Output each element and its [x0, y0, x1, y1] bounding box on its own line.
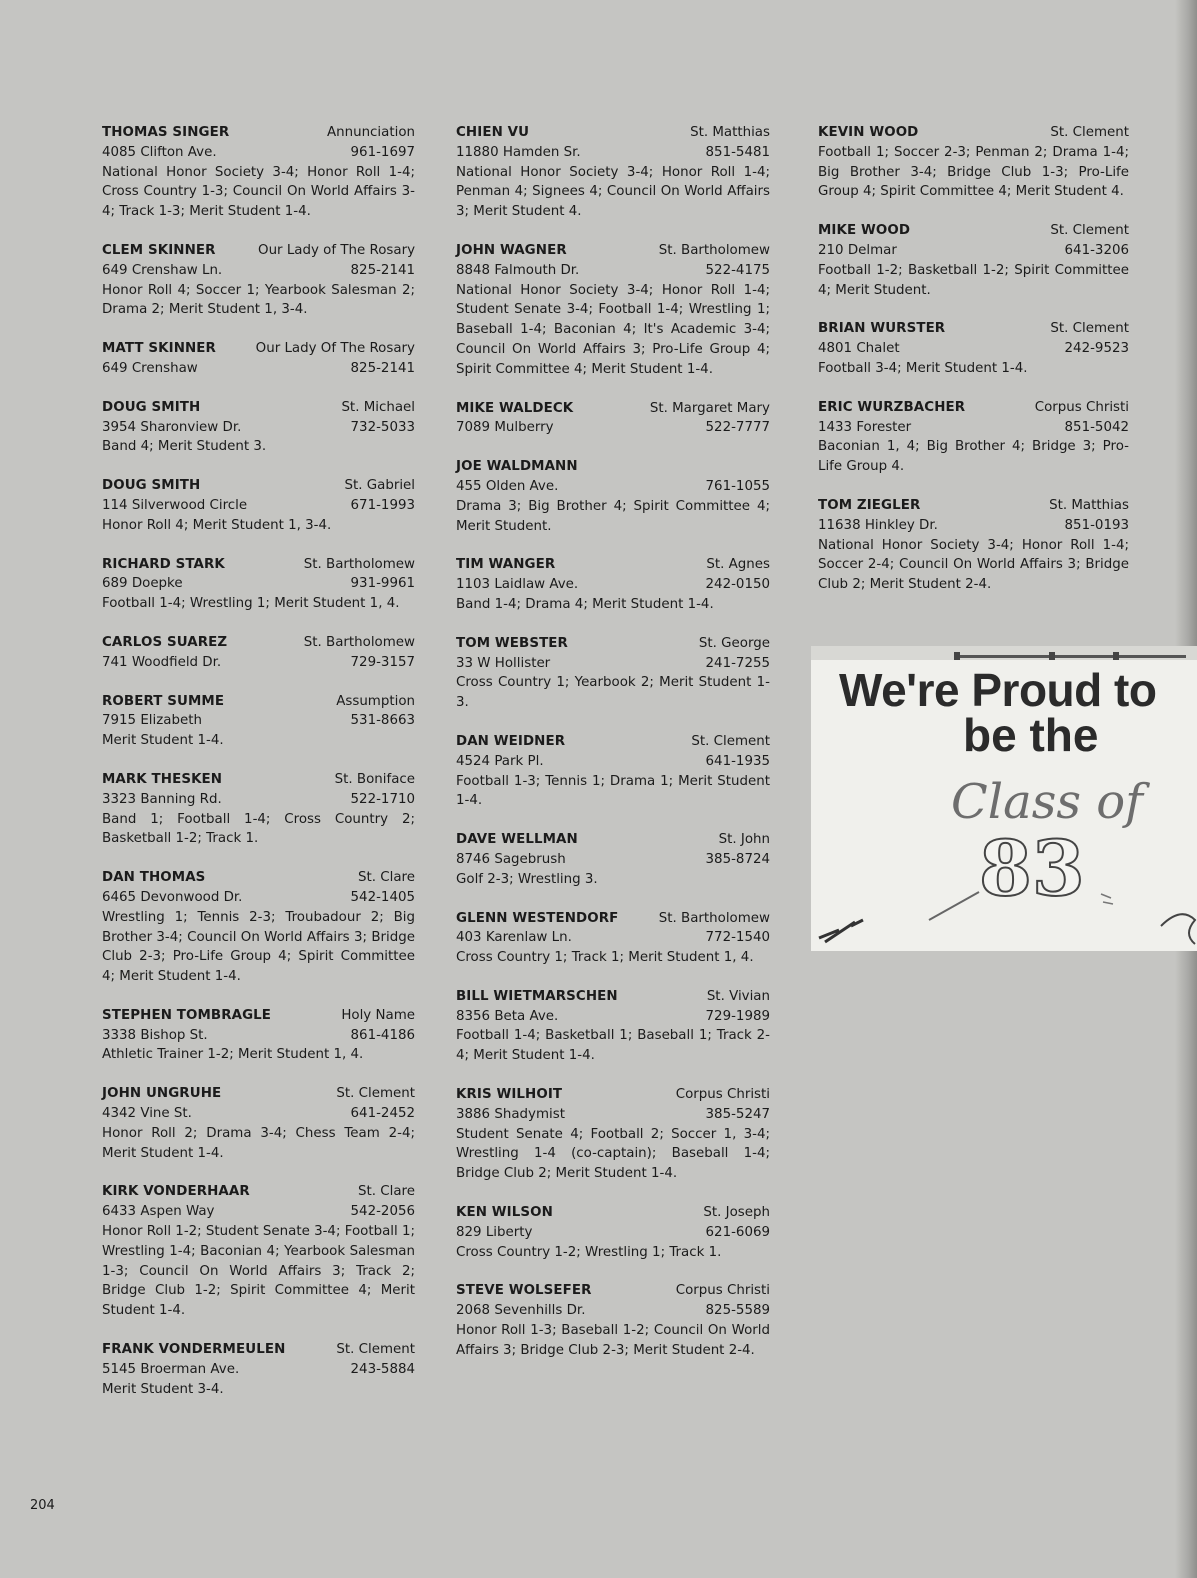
student-entry: [818, 398, 1129, 477]
student-address: 4801 Chalet: [818, 341, 900, 357]
student-name: KEVIN WOOD: [818, 125, 919, 140]
student-header-row: [456, 732, 770, 752]
student-activities: Wrestling 1; Tennis 2-3; Troubadour 2; Big Brother 3-4; Council On World Affairs 3; Bridge Club 2-3; Pro-Life Group 4; Spirit Committee 4; Merit Student 1-4.: [102, 909, 415, 985]
student-address: 403 Karenlaw Ln.: [456, 930, 572, 946]
student-name: DAN THOMAS: [102, 870, 206, 886]
student-name: KEN WILSON: [456, 1205, 553, 1221]
student-address: 8356 Beta Ave.: [456, 1008, 559, 1024]
student-entry: [102, 1340, 415, 1399]
student-entry: [102, 1182, 415, 1321]
student-entry: [818, 496, 1129, 595]
student-activities: Band 1-4; Drama 4; Merit Student 1-4.: [456, 596, 714, 612]
student-header-row: [102, 1182, 415, 1202]
student-activities: Band 4; Merit Student 3.: [102, 439, 267, 455]
student-name: DOUG SMITH: [102, 478, 201, 494]
student-parish: Our Lady Of The Rosary: [255, 341, 415, 357]
student-contact-row: [102, 1202, 415, 1222]
page-number: 204: [30, 1498, 55, 1513]
student-contact-row: [456, 1105, 770, 1125]
student-contact-row: [102, 1104, 415, 1124]
student-activities: National Honor Society 3-4; Honor Roll 1-4; Student Senate 3-4; Football 1-4; Wrestling 1; Baseball 1-4; Baconian 4; It's Academic 3-4; Council On World Affairs 3; Pro-Life Group 4; Spirit Committee 4; Merit Student 1-4.: [456, 282, 770, 377]
student-activities: Football 1-2; Basketball 1-2; Spirit Committee 4; Merit Student.: [818, 262, 1129, 298]
student-header-row: [818, 398, 1129, 418]
banner-string: [956, 655, 1186, 658]
banner-tack: [1049, 652, 1055, 660]
student-activities: National Honor Society 3-4; Honor Roll 1-4; Penman 4; Signees 4; Council On World Affairs 3; Merit Student 4.: [456, 164, 770, 220]
banner-text-line1: We're Proud to: [839, 664, 1157, 716]
student-activities: Merit Student 1-4.: [102, 733, 224, 749]
student-parish: St. Bartholomew: [303, 634, 415, 650]
student-entry: [818, 123, 1129, 202]
student-phone: 242-9523: [1064, 341, 1129, 357]
student-activities: Baconian 1, 4; Big Brother 4; Bridge 3; Pro-Life Group 4.: [818, 439, 1129, 475]
student-name: JOHN WAGNER: [456, 242, 567, 258]
student-address: 11638 Hinkley Dr.: [818, 517, 938, 533]
student-header-row: [456, 987, 770, 1007]
student-contact-row: [456, 752, 770, 772]
student-parish: Our Lady of The Rosary: [258, 242, 415, 258]
student-entry: [456, 830, 770, 889]
student-activities: Cross Country 1; Yearbook 2; Merit Student 1-3.: [456, 675, 770, 711]
senior-column-1: [102, 123, 415, 1418]
student-phone: 641-2452: [350, 1106, 415, 1122]
student-activities: Drama 3; Big Brother 4; Spirit Committee 4; Merit Student.: [456, 498, 770, 534]
student-entry: [102, 868, 415, 987]
student-header-row: [456, 909, 770, 929]
student-header-row: [102, 241, 415, 261]
student-contact-row: [818, 241, 1129, 261]
student-name: CHIEN VU: [456, 125, 530, 140]
student-address: 6465 Devonwood Dr.: [102, 889, 243, 905]
class-banner-photo: [811, 646, 1197, 951]
student-address: 1103 Laidlaw Ave.: [456, 577, 579, 593]
student-name: MIKE WOOD: [818, 223, 911, 239]
student-entry: [818, 221, 1129, 300]
student-entry: [456, 555, 770, 614]
student-phone: 861-4186: [350, 1027, 415, 1043]
student-parish: St. Clement: [336, 1086, 415, 1102]
student-address: 8848 Falmouth Dr.: [456, 262, 580, 278]
banner-tack: [1113, 652, 1119, 660]
student-address: 8746 Sagebrush: [456, 851, 566, 867]
student-header-row: [456, 399, 770, 419]
student-header-row: [102, 555, 415, 575]
banner-text-line2: be the: [963, 709, 1099, 761]
student-address: 7915 Elizabeth: [102, 713, 202, 729]
student-parish: St. Boniface: [334, 771, 415, 787]
student-name: STEVE WOLSEFER: [456, 1283, 592, 1299]
student-entry: [456, 457, 770, 536]
student-activities: National Honor Society 3-4; Honor Roll 1-4; Soccer 2-4; Council On World Affairs 3; Bridge Club 2; Merit Student 2-4.: [818, 537, 1129, 593]
student-address: 689 Doepke: [102, 576, 183, 592]
banner-text-line3: Class of: [951, 774, 1143, 830]
student-entry: [456, 634, 770, 713]
student-name: THOMAS SINGER: [102, 125, 230, 140]
student-contact-row: [102, 418, 415, 438]
student-header-row: [102, 1084, 415, 1104]
student-activities: Cross Country 1; Track 1; Merit Student 1, 4.: [456, 950, 754, 966]
student-entry: [818, 319, 1129, 378]
student-activities: Honor Roll 2; Drama 3-4; Chess Team 2-4; Merit Student 1-4.: [102, 1125, 415, 1161]
student-contact-row: [102, 653, 415, 673]
student-name: CLEM SKINNER: [102, 242, 216, 258]
student-phone: 621-6069: [705, 1224, 770, 1240]
student-contact-row: [456, 575, 770, 595]
student-name: KRIS WILHOIT: [456, 1087, 563, 1103]
senior-column-3: [818, 123, 1129, 614]
student-contact-row: [456, 1301, 770, 1321]
student-phone: 851-0193: [1064, 517, 1129, 533]
student-entry: [102, 123, 415, 222]
student-name: TOM WEBSTER: [456, 635, 568, 651]
student-activities: Merit Student 3-4.: [102, 1381, 224, 1397]
student-phone: 522-1710: [350, 791, 415, 807]
student-address: 829 Liberty: [456, 1224, 533, 1240]
student-name: TIM WANGER: [456, 557, 556, 573]
student-phone: 851-5481: [705, 144, 770, 160]
student-address: 4524 Park Pl.: [456, 753, 544, 769]
student-header-row: [818, 319, 1129, 339]
student-phone: 825-5589: [705, 1303, 770, 1319]
student-header-row: [102, 398, 415, 418]
student-address: 455 Olden Ave.: [456, 478, 559, 494]
student-parish: St. Michael: [341, 399, 415, 415]
student-parish: St. Agnes: [706, 557, 770, 573]
student-header-row: [102, 868, 415, 888]
student-header-row: [102, 123, 415, 143]
student-parish: St. Clement: [1050, 321, 1129, 337]
student-activities: Football 1-4; Wrestling 1; Merit Student 1, 4.: [102, 596, 400, 612]
student-header-row: [456, 1085, 770, 1105]
student-phone: 732-5033: [350, 419, 415, 435]
student-entry: [102, 770, 415, 849]
student-entry: [102, 476, 415, 535]
student-parish: Holy Name: [341, 1007, 415, 1023]
student-entry: [456, 1281, 770, 1360]
student-entry: [456, 909, 770, 968]
banner-scribble-marks: [811, 886, 1197, 951]
student-header-row: [456, 634, 770, 654]
student-phone: 772-1540: [705, 930, 770, 946]
student-phone: 729-1989: [705, 1008, 770, 1024]
student-header-row: [818, 123, 1129, 143]
student-phone: 641-1935: [705, 753, 770, 769]
student-phone: 542-1405: [350, 889, 415, 905]
student-activities: Honor Roll 4; Soccer 1; Yearbook Salesman 2; Drama 2; Merit Student 1, 3-4.: [102, 282, 415, 318]
student-contact-row: [456, 1223, 770, 1243]
student-activities: Football 1; Soccer 2-3; Penman 2; Drama 1-4; Big Brother 3-4; Bridge Club 1-3; Pro-Life Group 4; Spirit Committee 4; Merit Student 4.: [818, 144, 1129, 200]
student-parish: Annunciation: [326, 125, 415, 140]
student-header-row: [102, 1006, 415, 1026]
student-contact-row: [456, 850, 770, 870]
student-parish: St. Clement: [336, 1342, 415, 1358]
student-contact-row: [456, 418, 770, 438]
student-contact-row: [818, 516, 1129, 536]
student-address: 3323 Banning Rd.: [102, 791, 222, 807]
student-activities: Band 1; Football 1-4; Cross Country 2; Basketball 1-2; Track 1.: [102, 811, 415, 847]
student-entry: [456, 732, 770, 811]
student-name: MATT SKINNER: [102, 341, 216, 357]
student-name: MARK THESKEN: [102, 771, 223, 787]
student-address: 2068 Sevenhills Dr.: [456, 1303, 586, 1319]
student-header-row: [456, 830, 770, 850]
student-address: 33 W Hollister: [456, 655, 551, 671]
student-header-row: [456, 555, 770, 575]
student-parish: Assumption: [336, 693, 415, 709]
student-name: RICHARD STARK: [102, 556, 225, 572]
student-header-row: [456, 241, 770, 261]
student-name: GLENN WESTENDORF: [456, 910, 619, 926]
student-activities: Golf 2-3; Wrestling 3.: [456, 871, 598, 887]
student-name: CARLOS SUAREZ: [102, 634, 228, 650]
student-parish: St. Matthias: [1049, 497, 1129, 513]
student-parish: Corpus Christi: [675, 1087, 770, 1103]
student-address: 114 Silverwood Circle: [102, 497, 248, 513]
student-parish: St. Joseph: [703, 1205, 770, 1221]
student-header-row: [456, 1203, 770, 1223]
student-parish: St. Clare: [358, 1184, 415, 1200]
senior-column-2: [456, 123, 770, 1380]
student-phone: 961-1697: [350, 144, 415, 160]
student-name: DOUG SMITH: [102, 399, 201, 415]
student-phone: 385-8724: [705, 851, 770, 867]
student-entry: [102, 633, 415, 673]
student-name: FRANK VONDERMEULEN: [102, 1342, 286, 1358]
student-entry: [456, 1203, 770, 1262]
student-address: 7089 Mulberry: [456, 420, 554, 436]
student-name: JOE WALDMANN: [456, 459, 578, 475]
student-activities: Honor Roll 1-3; Baseball 1-2; Council On World Affairs 3; Bridge Club 2-3; Merit Student 2-4.: [456, 1323, 770, 1358]
student-entry: [456, 241, 770, 380]
student-activities: Football 1-3; Tennis 1; Drama 1; Merit Student 1-4.: [456, 773, 770, 809]
student-header-row: [102, 1340, 415, 1360]
student-entry: [456, 123, 770, 222]
student-parish: St. Clement: [1050, 223, 1129, 239]
student-name: MIKE WALDECK: [456, 400, 574, 416]
banner-tack: [954, 652, 960, 660]
student-header-row: [456, 123, 770, 143]
student-contact-row: [818, 339, 1129, 359]
student-contact-row: [102, 1026, 415, 1046]
student-address: 4085 Clifton Ave.: [102, 144, 217, 160]
student-phone: 641-3206: [1064, 242, 1129, 258]
student-phone: 241-7255: [705, 655, 770, 671]
student-parish: Corpus Christi: [675, 1283, 770, 1299]
student-address: 11880 Hamden Sr.: [456, 144, 581, 160]
student-contact-row: [456, 143, 770, 163]
student-phone: 825-2141: [350, 360, 415, 376]
student-header-row: [456, 457, 770, 477]
student-phone: 385-5247: [705, 1106, 770, 1122]
student-address: 4342 Vine St.: [102, 1106, 192, 1122]
student-phone: 531-8663: [350, 713, 415, 729]
student-parish: St. Vivian: [706, 988, 770, 1004]
student-name: KIRK VONDERHAAR: [102, 1184, 250, 1200]
student-parish: St. Clement: [1050, 125, 1129, 140]
student-parish: St. John: [718, 832, 770, 848]
student-contact-row: [102, 888, 415, 908]
student-entry: [102, 398, 415, 457]
student-contact-row: [456, 261, 770, 281]
student-name: DAVE WELLMAN: [456, 832, 578, 848]
student-header-row: [102, 476, 415, 496]
student-activities: National Honor Society 3-4; Honor Roll 1-4; Cross Country 1-3; Council On World Affairs 3-4; Track 1-3; Merit Student 1-4.: [102, 164, 415, 220]
student-entry: [102, 339, 415, 379]
student-phone: 671-1993: [350, 497, 415, 513]
student-contact-row: [102, 790, 415, 810]
student-contact-row: [456, 654, 770, 674]
student-address: 5145 Broerman Ave.: [102, 1361, 240, 1377]
student-parish: St. Bartholomew: [658, 910, 770, 926]
student-header-row: [102, 633, 415, 653]
student-phone: 242-0150: [705, 577, 770, 593]
student-phone: 931-9961: [350, 576, 415, 592]
student-header-row: [102, 339, 415, 359]
student-parish: St. Gabriel: [344, 478, 415, 494]
student-contact-row: [102, 574, 415, 594]
student-phone: 542-2056: [350, 1204, 415, 1220]
student-contact-row: [102, 143, 415, 163]
student-parish: St. Matthias: [690, 125, 770, 140]
student-header-row: [818, 496, 1129, 516]
student-entry: [102, 1084, 415, 1163]
student-parish: St. Bartholomew: [303, 556, 415, 572]
student-parish: St. Clare: [358, 870, 415, 886]
student-contact-row: [102, 711, 415, 731]
student-address: 3886 Shadymist: [456, 1106, 565, 1122]
student-header-row: [102, 770, 415, 790]
student-contact-row: [818, 418, 1129, 438]
student-name: DAN WEIDNER: [456, 733, 566, 749]
student-contact-row: [456, 1007, 770, 1027]
student-address: 3954 Sharonview Dr.: [102, 419, 242, 435]
student-contact-row: [102, 496, 415, 516]
student-phone: 522-4175: [705, 262, 770, 278]
student-name: TOM ZIEGLER: [818, 497, 921, 513]
student-phone: 851-5042: [1064, 419, 1129, 435]
student-entry: [102, 1006, 415, 1065]
student-address: 210 Delmar: [818, 242, 897, 258]
student-entry: [456, 399, 770, 439]
student-address: 649 Crenshaw: [102, 360, 198, 376]
student-name: BILL WIETMARSCHEN: [456, 988, 618, 1004]
student-address: 649 Crenshaw Ln.: [102, 262, 223, 278]
student-entry: [456, 987, 770, 1066]
student-contact-row: [456, 477, 770, 497]
student-name: STEPHEN TOMBRAGLE: [102, 1007, 272, 1023]
student-entry: [102, 241, 415, 320]
student-parish: St. Bartholomew: [658, 242, 770, 258]
student-activities: Cross Country 1-2; Wrestling 1; Track 1.: [456, 1244, 722, 1260]
student-entry: [102, 555, 415, 614]
student-address: 6433 Aspen Way: [102, 1204, 215, 1220]
student-contact-row: [102, 1360, 415, 1380]
student-header-row: [818, 221, 1129, 241]
student-parish: St. Clement: [691, 733, 770, 749]
student-address: 741 Woodfield Dr.: [102, 654, 222, 670]
student-activities: Football 1-4; Basketball 1; Baseball 1; Track 2-4; Merit Student 1-4.: [456, 1028, 770, 1064]
student-contact-row: [456, 928, 770, 948]
student-phone: 729-3157: [350, 654, 415, 670]
student-activities: Football 3-4; Merit Student 1-4.: [818, 360, 1028, 376]
student-entry: [456, 1085, 770, 1184]
student-name: ROBERT SUMME: [102, 693, 225, 709]
student-header-row: [456, 1281, 770, 1301]
student-name: JOHN UNGRUHE: [102, 1086, 222, 1102]
student-activities: Honor Roll 1-2; Student Senate 3-4; Football 1; Wrestling 1-4; Baconian 4; Yearbook Salesman 1-3; Council On World Affairs 3; Track 2; Bridge Club 1-2; Spirit Committee 4; Merit Student 1-4.: [102, 1224, 416, 1319]
student-phone: 522-7777: [705, 420, 770, 436]
student-address: 3338 Bishop St.: [102, 1027, 208, 1043]
student-parish: St. Margaret Mary: [649, 400, 770, 416]
student-name: BRIAN WURSTER: [818, 321, 946, 337]
student-parish: Corpus Christi: [1034, 399, 1129, 415]
student-phone: 761-1055: [705, 478, 770, 494]
student-contact-row: [102, 261, 415, 281]
student-phone: 243-5884: [350, 1361, 415, 1377]
student-activities: Student Senate 4; Football 2; Soccer 1, 3-4; Wrestling 1-4 (co-captain); Baseball 1-4; Bridge Club 2; Merit Student 1-4.: [456, 1126, 770, 1182]
student-parish: St. George: [698, 635, 770, 651]
student-address: 1433 Forester: [818, 419, 912, 435]
student-entry: [102, 692, 415, 751]
student-activities: Honor Roll 4; Merit Student 1, 3-4.: [102, 517, 332, 533]
student-activities: Athletic Trainer 1-2; Merit Student 1, 4.: [102, 1047, 364, 1063]
student-phone: 825-2141: [350, 262, 415, 278]
banner-text-line4: 83: [979, 824, 1085, 913]
student-header-row: [102, 692, 415, 712]
student-contact-row: [102, 359, 415, 379]
student-name: ERIC WURZBACHER: [818, 399, 966, 415]
